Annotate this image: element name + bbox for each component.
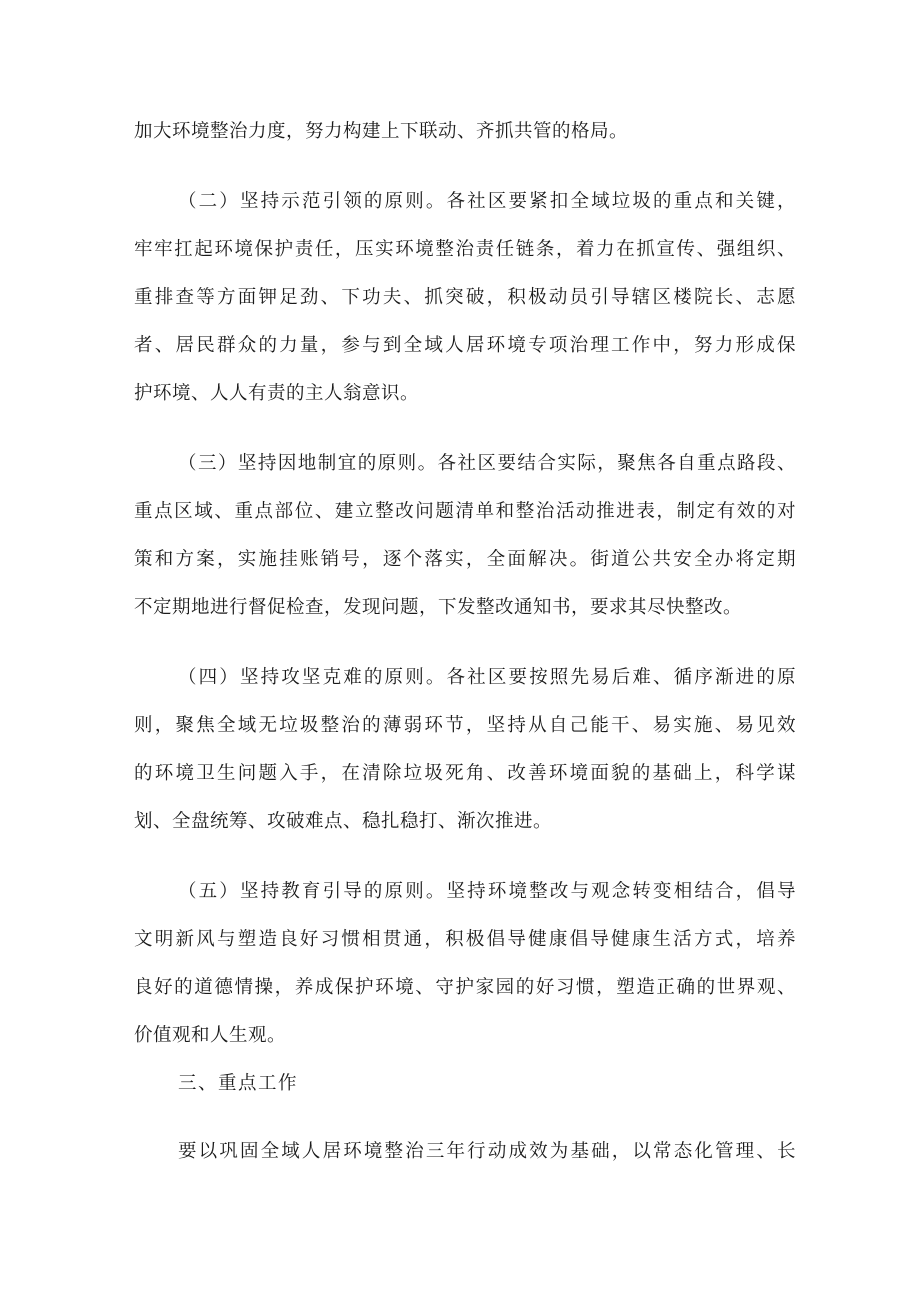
paragraph-3-line-4: 不定期地进行督促检查，发现问题，下发整改通知书，要求其尽快整改。	[134, 597, 743, 618]
closing-paragraph-line-1: 要以巩固全域人居环境整治三年行动成效为基础，以常态化管理、长	[178, 1141, 796, 1162]
paragraph-5-line-1: （五）坚持教育引导的原则。坚持环境整改与观念转变相结合，倡导	[178, 881, 796, 902]
section-heading: 三、重点工作	[178, 1073, 299, 1094]
paragraph-4-line-3: 的环境卫生问题入手，在清除垃圾死角、改善环境面貌的基础上，科学谋	[134, 763, 796, 784]
paragraph-2-line-5: 护环境、人人有责的主人翁意识。	[134, 383, 420, 404]
paragraph-2-line-3: 重排查等方面钾足劲、下功夫、抓突破，积极动员引导辖区楼院长、志愿	[134, 287, 796, 308]
paragraph-5-line-3: 良好的道德情操，养成保护环境、守护家园的好习惯，塑造正确的世界观、	[134, 977, 796, 998]
paragraph-2-line-2: 牢牢扛起环境保护责任，压实环境整治责任链条，着力在抓宣传、强组织、	[134, 239, 796, 260]
paragraph-5-line-2: 文明新风与塑造良好习惯相贯通，积极倡导健康倡导健康生活方式，培养	[134, 929, 796, 950]
paragraph-4-line-4: 划、全盘统筹、攻破难点、稳扎稳打、渐次推进。	[134, 811, 553, 832]
paragraph-5-line-4: 价值观和人生观。	[134, 1025, 287, 1046]
paragraph-2-line-4: 者、居民群众的力量，参与到全域人居环境专项治理工作中，努力形成保	[134, 335, 796, 356]
paragraph-3-line-2: 重点区域、重点部位、建立整改问题清单和整治活动推进表，制定有效的对	[134, 501, 796, 522]
paragraph-3-line-3: 策和方案，实施挂账销号，逐个落实，全面解决。街道公共安全办将定期	[134, 549, 796, 570]
paragraph-4-line-1: （四）坚持攻坚克难的原则。各社区要按照先易后难、循序渐进的原	[178, 667, 796, 688]
paragraph-4-line-2: 则，聚焦全域无垃圾整治的薄弱环节，坚持从自己能干、易实施、易见效	[134, 715, 796, 736]
paragraph-1-line-1: 加大环境整治力度，努力构建上下联动、齐抓共管的格局。	[134, 121, 629, 142]
paragraph-2-line-1: （二）坚持示范引领的原则。各社区要紧扣全域垃圾的重点和关键，	[178, 191, 796, 212]
paragraph-3-line-1: （三）坚持因地制宜的原则。各社区要结合实际，聚焦各自重点路段、	[178, 453, 796, 474]
